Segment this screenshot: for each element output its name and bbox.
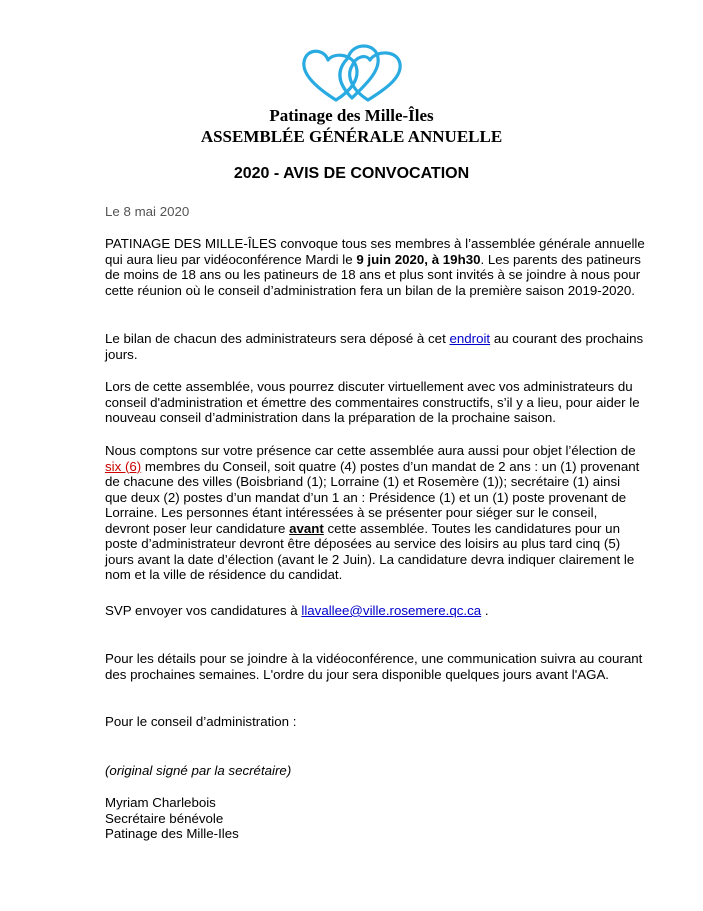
assembly-title: ASSEMBLÉE GÉNÉRALE ANNUELLE [200,127,503,146]
p2-text-a: Le bilan de chacun des administrateurs sera déposé à cet [105,331,450,346]
paragraph-for-board: Pour le conseil d’administration : [105,714,297,729]
paragraph-videoconference: Pour les détails pour se joindre à la vidéoconférence, une communication suivra au courant des prochaines semaines. L'ordre du jour sera disponible quelques jours avant l'AGA. [105,651,643,682]
p4-text-b: membres du Conseil, soit quatre (4) postes d’un mandat de 2 ans : un (1) provenant de chacune des villes (Boisbriand (1); Lorraine (1) et Rosemère (1)); secrétaire (1) ainsi que deux (2) postes d’un mandat d’un 1 an : Présidence (1) et un (1) poste provenant de Lorraine. Les personnes étant intéressées à se présenter pour siéger sur le conseil, devront poser leur candidature [105,458,640,536]
signature-block [105,795,645,842]
paragraph-election [105,443,645,583]
signatory-name: Myriam Charlebois [105,795,216,810]
avant-emphasis: avant [289,520,324,536]
letter-date: Le 8 mai 2020 [105,204,190,219]
organization-name: Patinage des Mille-Îles [269,106,434,125]
p2-text-c: au courant des prochains jours. [105,331,644,362]
signatory-organization: Patinage des Mille-Iles [105,826,239,841]
meeting-datetime: 9 juin 2020, à 19h30 [356,251,481,267]
six-members-highlight: six (6) [105,458,142,474]
notice-title: 2020 - AVIS DE CONVOCATION [233,165,470,182]
paragraph-bilan [105,331,645,362]
endroit-link[interactable]: endroit [449,331,491,346]
p5-text-c: . [481,603,489,618]
p5-text-a: SVP envoyer vos candidatures à [105,603,302,618]
paragraph-send-candidatures [105,603,645,619]
p4-text-c: cette assemblée. Toutes les candidatures pour un poste d’administrateur devront être déposées au service des loisirs au plus tard cinq (5) jours avant la date d’élection (avant le 2 Juin). La candidature devra indiquer clairement le nom et la ville de résidence du candidat. [105,520,635,582]
p1-text-c: . Les parents des patineurs de moins de 18 ans ou les patineurs de 18 ans et plus sont invités à se joindre à nous pour cette réunion où le conseil d’administration fera un bilan de la première saison 2019-2020. [105,251,641,298]
p1-text-a: PATINAGE DES MILLE-ÎLES convoque tous ses membres à l’assemblée générale annuelle qui aura lieu par vidéoconférence Mardi le [105,236,645,267]
original-signed-note: (original signé par la secrétaire) [105,763,292,778]
interlocking-hearts-logo-icon [300,38,404,104]
paragraph-convocation [105,236,645,298]
email-link[interactable]: llavallee@ville.rosemere.qc.ca [301,603,482,618]
p4-text-a: Nous comptons sur votre présence car cette assemblée aura aussi pour objet l’élection de [105,443,636,458]
signatory-role: Secrétaire bénévole [105,810,224,826]
paragraph-discussion: Lors de cette assemblée, vous pourrez discuter virtuellement avec vos administrateurs du conseil d'administration et émettre des commentaires constructifs, s’il y a lieu, pour aider le nouveau conseil d’administration dans la préparation de la prochaine saison. [105,379,640,425]
